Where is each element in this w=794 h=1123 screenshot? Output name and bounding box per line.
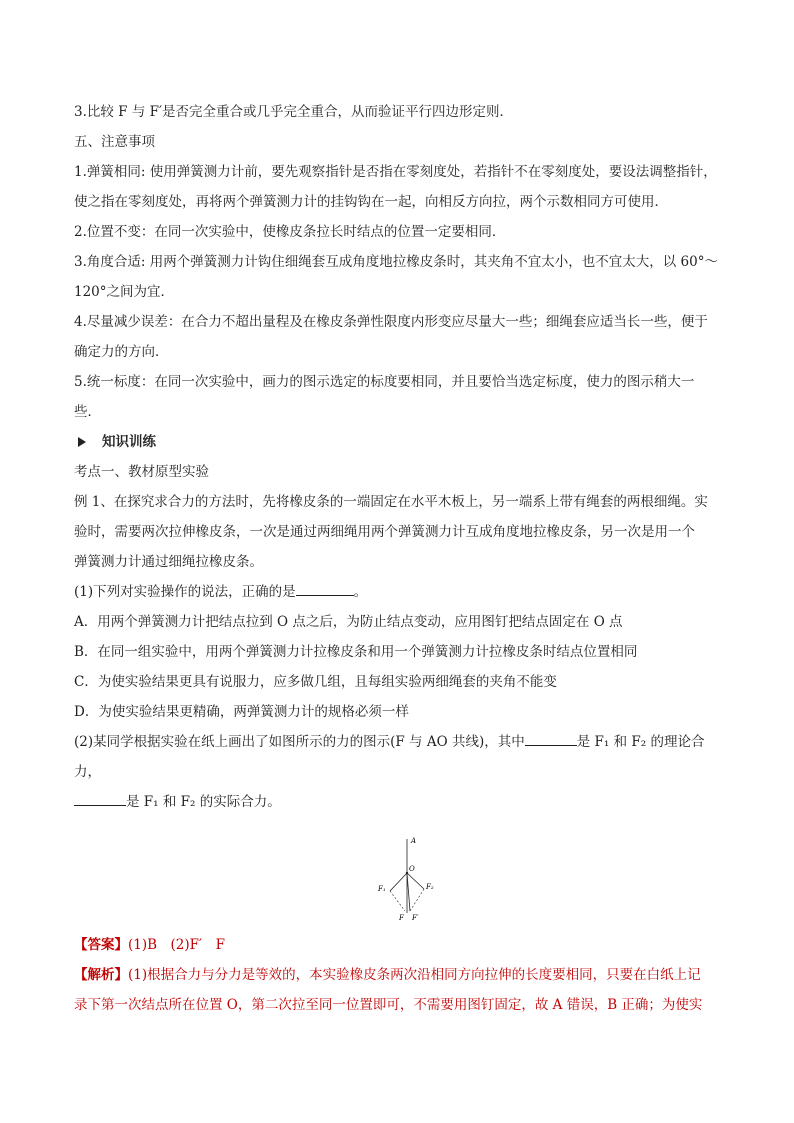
label-f-prime: F′: [412, 914, 419, 922]
analysis-text: (1)根据合力与分力是等效的，本实验橡皮条两次沿相同方向拉伸的长度要相同，只要在白纸上记: [128, 967, 701, 983]
answer-text: (1)B (2)F′ F: [128, 937, 225, 953]
answer-line: [74, 930, 724, 960]
answer-section: [74, 930, 724, 1020]
analysis-tag: 【解析】: [74, 967, 128, 983]
option-a: A．用两个弹簧测力计把结点拉到 O 点之后，为防止结点变动，应用图钉把结点固定在 O 点: [74, 614, 623, 630]
section-heading: 五、注意事项: [74, 134, 155, 150]
question-2: [74, 727, 724, 787]
answer-blank: [296, 581, 354, 596]
text-line: 3.比较 F 与 F′是否完全重合或几乎完全重合，从而验证平行四边形定则．: [74, 104, 514, 120]
option-d: D．为使实验结果更精确，两弹簧测力计的规格必须一样: [74, 704, 409, 720]
text-line: 1.弹簧相同: 使用弹簧测力计前，要先观察指针是否指在零刻度处，若指针不在零刻度处，要设法调整指针，: [74, 164, 717, 180]
analysis-line: [74, 960, 724, 990]
f-prime-vector: [407, 873, 410, 911]
text-line: 弹簧测力计通过细绳拉橡皮条。: [74, 554, 263, 570]
analysis-line: 录下第一次结点所在位置 O，第二次拉至同一位置即可，不需要用图钉固定，故 A 错误，B 正确；为使实: [74, 997, 703, 1013]
text-line: 2.位置不变：在同一次实验中，使橡皮条拉长时结点的位置一定要相同．: [74, 224, 506, 240]
text-line: 例 1、在探究求合力的方法时，先将橡皮条的一端固定在水平木板上，另一端系上带有绳套的两根细绳。实: [74, 494, 708, 510]
text-line: 120°之间为宜．: [74, 284, 175, 300]
page-content: [74, 97, 724, 817]
answer-tag: 【答案】: [74, 937, 128, 953]
label-f: F: [399, 914, 404, 922]
text-line: 确定力的方向．: [74, 344, 169, 360]
text-line: 考点一、教材原型实验: [74, 464, 209, 480]
text-line: 4.尽量减少误差：在合力不超出量程及在橡皮条弹性限度内形变应尽量大一些；细绳套应适当长一些，便于: [74, 314, 708, 330]
question-2-cont: [74, 787, 724, 817]
question-end: 。: [353, 584, 368, 600]
knowledge-training-heading: [74, 427, 724, 457]
question-text: 是 F₁ 和 F₂ 的理论合力，: [74, 734, 705, 780]
f2-vector: [407, 873, 424, 889]
text-line: 验时，需要两次拉伸橡皮条，一次是通过两细绳用两个弹簧测力计互成角度地拉橡皮条，另一次是用一个: [74, 524, 695, 540]
point-o: [406, 872, 408, 874]
label-f1: F₁: [378, 885, 386, 893]
option-b: B．在同一组实验中，用两个弹簧测力计拉橡皮条和用一个弹簧测力计拉橡皮条时结点位置相同: [74, 644, 638, 660]
question-text: (1)下列对实验操作的说法，正确的是: [74, 584, 296, 600]
text-line: 5.统一标度：在同一次实验中，画力的图示选定的标度要相同，并且要恰当选定标度，使力的图示稍大一: [74, 374, 695, 390]
f1-vector: [390, 873, 407, 891]
label-a: A: [411, 837, 417, 845]
question-text: 是 F₁ 和 F₂ 的实际合力。: [126, 794, 281, 810]
arrow-bullet-icon: [78, 437, 86, 447]
label-f2: F₂: [426, 883, 434, 891]
heading-label: 知识训练: [102, 434, 156, 450]
question-1: [74, 577, 724, 607]
answer-blank: [525, 731, 577, 746]
text-line: 3.角度合适: 用两个弹簧测力计钩住细绳套互成角度地拉橡皮条时，其夹角不宜太小，也不宜太大，以 60°～: [74, 254, 718, 270]
question-text: (2)某同学根据实验在纸上画出了如图所示的力的图示(F 与 AO 共线)，其中: [74, 734, 525, 750]
dashed-edge: [390, 891, 405, 911]
label-o: O: [409, 865, 415, 873]
text-line: 使之指在零刻度处，再将两个弹簧测力计的挂钩钩在一起，向相反方向拉，两个示数相同方可使用．: [74, 194, 668, 210]
answer-blank: [74, 791, 126, 806]
dashed-edge: [410, 889, 424, 911]
force-diagram: [372, 833, 442, 923]
option-c: C．为使实验结果更具有说服力，应多做几组，且每组实验两细绳套的夹角不能变: [74, 674, 557, 690]
text-line: 些．: [74, 404, 101, 420]
